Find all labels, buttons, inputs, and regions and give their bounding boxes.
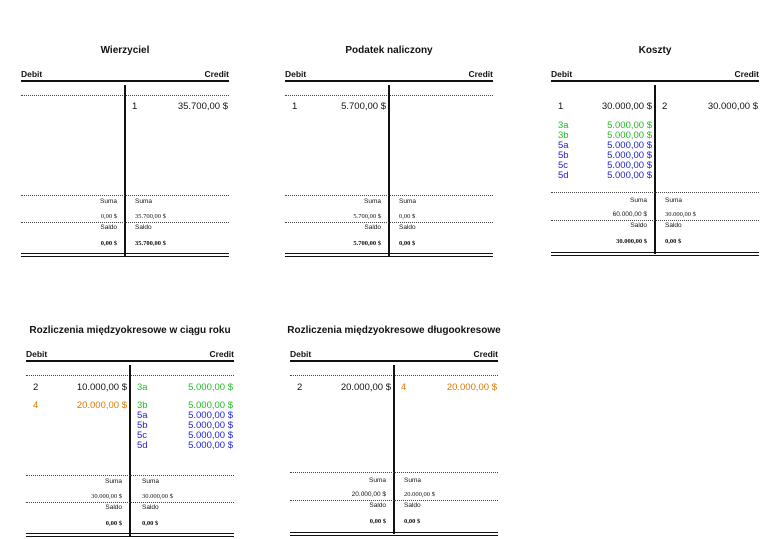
account-header [21, 68, 229, 82]
credit-label: Credit [209, 349, 234, 359]
entry-code: 3a [558, 120, 569, 131]
entry-amount: 5.000,00 $ [188, 400, 233, 411]
entry-code: 2 [297, 382, 303, 393]
entry-code: 5d [558, 170, 569, 181]
suma-credit-value: 35.700,00 $ [135, 213, 166, 220]
entry-amount: 5.000,00 $ [607, 150, 652, 161]
divider [290, 472, 498, 473]
suma-credit-label: Suma [135, 198, 152, 205]
divider [285, 222, 493, 223]
entry-code: 3b [558, 130, 569, 141]
account-header [285, 68, 493, 82]
debit-label: Debit [290, 349, 312, 359]
suma-credit-value: 20.000,00 $ [404, 491, 435, 498]
debit-label: Debit [21, 69, 43, 79]
divider [551, 192, 759, 193]
suma-credit-label: Suma [404, 477, 421, 484]
suma-credit-label: Suma [399, 198, 416, 205]
entry-amount: 20.000,00 $ [340, 382, 391, 393]
entry-amount: 35.700,00 $ [177, 101, 228, 112]
entry-amount: 5.000,00 $ [188, 420, 233, 431]
t-vertical-line [654, 85, 656, 254]
entry-code: 5d [137, 440, 148, 451]
entry-code: 4 [33, 400, 39, 411]
entry-code: 4 [401, 382, 407, 393]
t-account-podatek-naliczony [285, 45, 493, 260]
suma-debit-label: Suma [630, 197, 647, 204]
account-title: Rozliczenia międzyokresowe długookresowe [287, 325, 501, 336]
saldo-credit-label: Saldo [142, 504, 159, 511]
entry-code: 5c [137, 430, 148, 441]
divider [21, 195, 229, 196]
account-header [26, 348, 234, 362]
credit-label: Credit [734, 69, 759, 79]
t-account-wierzyciel [21, 45, 229, 260]
account-title: Rozliczenia międzyokresowe w ciągu roku [29, 325, 231, 336]
entry-amount: 5.000,00 $ [607, 120, 652, 131]
t-account-koszty [551, 45, 759, 260]
divider [285, 195, 493, 196]
entry-amount: 5.000,00 $ [607, 160, 652, 171]
entry-code: 2 [33, 382, 39, 393]
entry-amount: 5.000,00 $ [188, 410, 233, 421]
suma-debit-value: 30.000,00 $ [91, 493, 122, 500]
saldo-credit-label: Saldo [404, 502, 421, 509]
suma-debit-label: Suma [364, 198, 381, 205]
saldo-debit-value: 0,00 $ [369, 518, 386, 525]
entry-amount: 5.000,00 $ [607, 130, 652, 141]
entry-code: 1 [132, 101, 138, 112]
saldo-debit-label: Saldo [630, 222, 647, 229]
entry-amount: 5.000,00 $ [188, 382, 233, 393]
entry-amount: 5.000,00 $ [188, 430, 233, 441]
entry-amount: 20.000,00 $ [76, 400, 127, 411]
entry-code: 1 [558, 101, 564, 112]
entry-amount: 10.000,00 $ [76, 382, 127, 393]
suma-debit-value: 20.000,00 $ [351, 491, 386, 498]
saldo-credit-value: 0,00 $ [399, 240, 416, 247]
entry-amount: 30.000,00 $ [601, 101, 652, 112]
entry-amount: 5.000,00 $ [607, 170, 652, 181]
t-vertical-line [129, 365, 131, 536]
saldo-debit-value: 30.000,00 $ [616, 238, 647, 245]
divider [290, 500, 498, 501]
account-title: Koszty [638, 45, 672, 56]
debit-label: Debit [551, 69, 573, 79]
account-header [551, 68, 759, 82]
saldo-debit-label: Saldo [100, 224, 117, 231]
t-vertical-line [393, 365, 395, 534]
t-vertical-line [388, 85, 390, 256]
entry-code: 1 [292, 101, 298, 112]
saldo-credit-value: 0,00 $ [404, 518, 421, 525]
closing-double-line [551, 252, 759, 256]
saldo-credit-label: Saldo [135, 224, 152, 231]
t-vertical-line [124, 85, 126, 256]
suma-debit-value: 5.700,00 $ [353, 213, 381, 220]
closing-double-line [290, 532, 498, 536]
suma-debit-label: Suma [100, 198, 117, 205]
suma-credit-value: 0,00 $ [399, 213, 416, 220]
account-title: Wierzyciel [100, 45, 150, 56]
saldo-credit-label: Saldo [399, 224, 416, 231]
closing-double-line [21, 253, 229, 257]
suma-credit-value: 30.000,00 $ [142, 493, 173, 500]
suma-debit-label: Suma [369, 477, 386, 484]
entry-code: 5b [137, 420, 148, 431]
entry-code: 3b [137, 400, 148, 411]
saldo-credit-label: Saldo [665, 222, 682, 229]
saldo-debit-label: Saldo [369, 502, 386, 509]
saldo-debit-label: Saldo [105, 504, 122, 511]
entry-amount: 5.000,00 $ [188, 440, 233, 451]
entry-code: 3a [137, 382, 148, 393]
suma-debit-label: Suma [105, 478, 122, 485]
debit-label: Debit [26, 349, 48, 359]
saldo-credit-value: 0,00 $ [665, 238, 682, 245]
saldo-credit-value: 0,00 $ [142, 520, 159, 527]
suma-debit-value: 60.000,00 $ [612, 211, 647, 218]
entry-code: 5c [558, 160, 569, 171]
account-title: Podatek naliczony [345, 45, 433, 56]
entry-amount: 5.700,00 $ [341, 101, 386, 112]
entry-code: 5a [137, 410, 148, 421]
entry-amount: 5.000,00 $ [607, 140, 652, 151]
credit-label: Credit [473, 349, 498, 359]
credit-label: Credit [204, 69, 229, 79]
closing-double-line [285, 253, 493, 257]
saldo-debit-label: Saldo [364, 224, 381, 231]
saldo-debit-value: 0,00 $ [100, 240, 117, 247]
divider [551, 220, 759, 221]
closing-double-line [26, 533, 234, 537]
saldo-debit-value: 0,00 $ [105, 520, 122, 527]
entry-amount: 20.000,00 $ [446, 382, 497, 393]
saldo-debit-value: 5.700,00 $ [353, 240, 381, 247]
suma-credit-label: Suma [665, 197, 682, 204]
divider [21, 222, 229, 223]
t-account-rmk-dlugookresowe [287, 325, 501, 539]
divider [26, 502, 234, 503]
entry-code: 5a [558, 140, 569, 151]
divider [26, 475, 234, 476]
t-account-rmk-w-ciagu-roku [26, 325, 234, 539]
suma-credit-label: Suma [142, 478, 159, 485]
suma-credit-value: 30.000,00 $ [665, 211, 696, 218]
entry-code: 2 [662, 101, 668, 112]
debit-label: Debit [285, 69, 307, 79]
credit-label: Credit [468, 69, 493, 79]
entry-amount: 30.000,00 $ [707, 101, 758, 112]
saldo-credit-value: 35.700,00 $ [135, 240, 166, 247]
suma-debit-value: 0,00 $ [100, 213, 117, 220]
entry-code: 5b [558, 150, 569, 161]
account-header [290, 348, 498, 362]
